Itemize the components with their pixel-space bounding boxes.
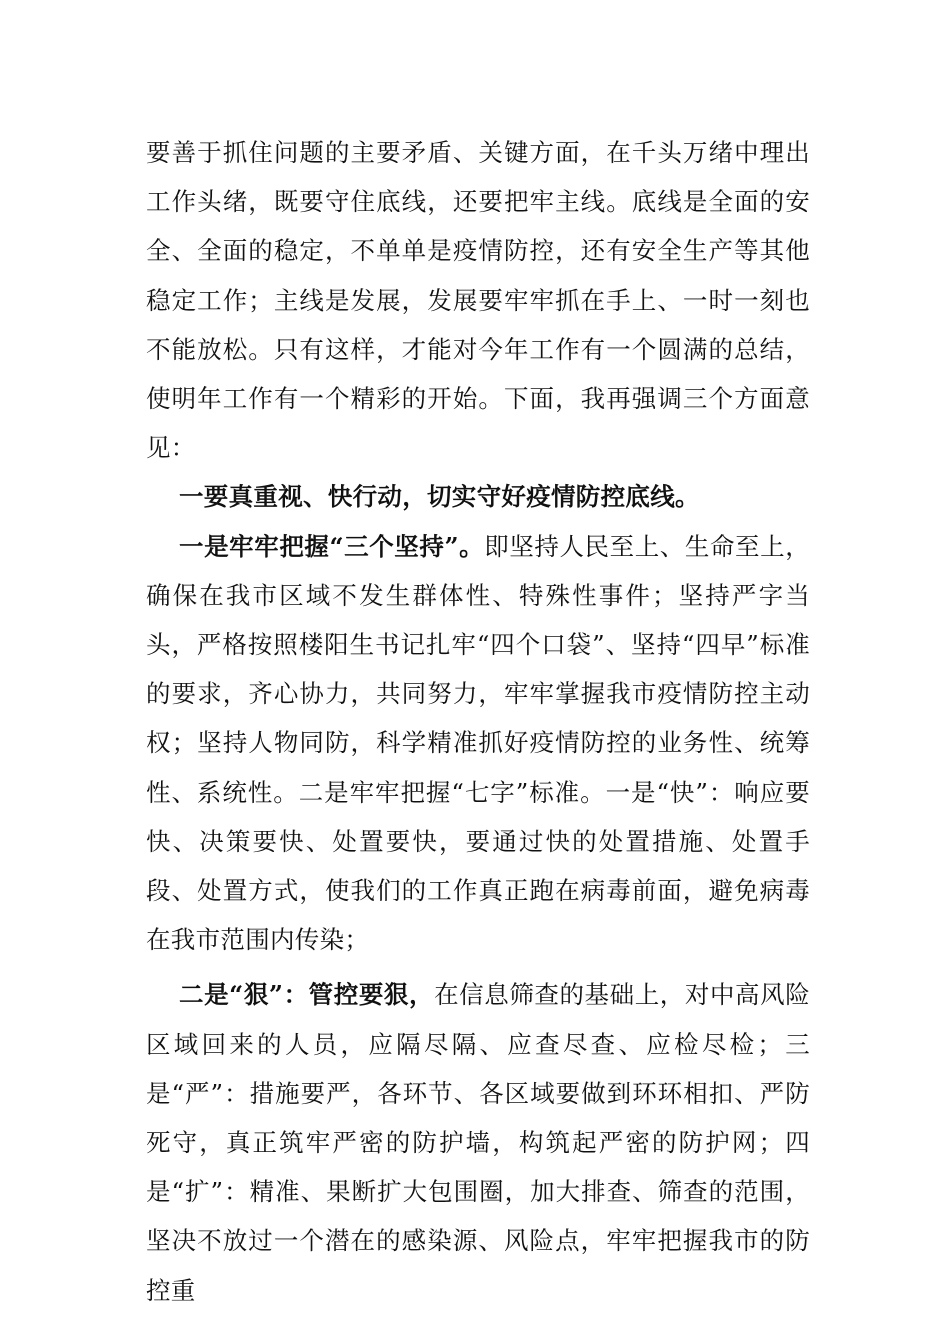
paragraph-1-text: 要善于抓住问题的主要矛盾、关键方面，在千头万绪中理出工作头绪，既要守住底线，还要把牢主线。底线是全面的安全、全面的稳定，不单单是疫情防控，还有安全生产等其他稳定工作；主线是发展，发展要牢牢抓在手上、一时一刻也不能放松。只有这样，才能对今年工作有一个圆满的总结，使明年工作有一个精彩的开始。下面，我再强调三个方面意见：: [146, 138, 810, 463]
paragraph-2-lead: 一是牢牢把握“三个坚持”。: [179, 531, 485, 561]
paragraph-3: [146, 970, 810, 1314]
document-body: [146, 128, 810, 1315]
paragraph-3-lead: 二是“狠”：管控要狠，: [179, 980, 435, 1010]
paragraph-1: [146, 128, 810, 472]
heading-1-text: 一要真重视、快行动，切实守好疫情防控底线。: [179, 482, 700, 512]
heading-1: [146, 472, 810, 521]
paragraph-2: [146, 522, 810, 965]
paragraph-3-text: 在信息筛查的基础上，对中高风险区域回来的人员，应隔尽隔、应查尽查、应检尽检；三是“严”：措施要严，各环节、各区域要做到环环相扣、严防死守，真正筑牢严密的防护墙，构筑起严密的防护网；四是“扩”：精准、果断扩大包围圈，加大排查、筛查的范围，坚决不放过一个潜在的感染源、风险点，牢牢把握我市的防控重: [146, 980, 811, 1305]
paragraph-2-text: 即坚持人民至上、生命至上，确保在我市区域不发生群体性、特殊性事件；坚持严字当头，严格按照楼阳生书记扎牢“四个口袋”、坚持“四早”标准的要求，齐心协力，共同努力，牢牢掌握我市疫情防控主动权；坚持人物同防，科学精准抓好疫情防控的业务性、统筹性、系统性。二是牢牢把握“七字”标准。一是“快”：响应要快、决策要快、处置要快，要通过快的处置措施、处置手段、处置方式，使我们的工作真正跑在病毒前面，避免病毒在我市范围内传染；: [146, 531, 810, 955]
